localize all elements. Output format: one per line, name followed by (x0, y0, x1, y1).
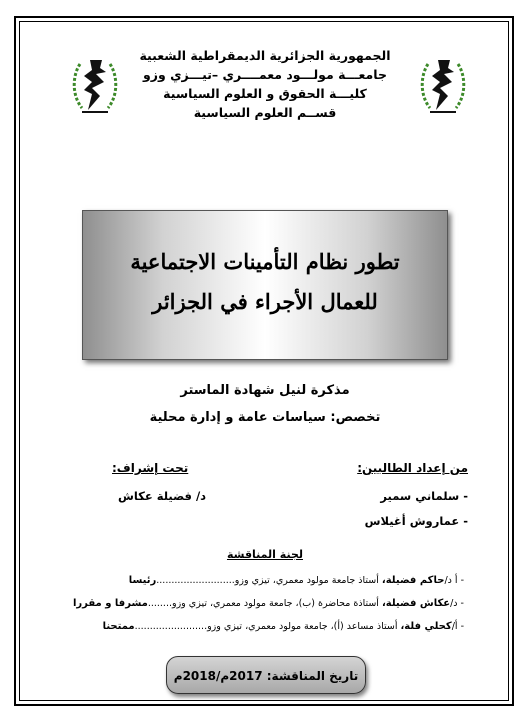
member-detail: أستاذة محاضرة (ب)، جامعة مولود معمري، تيزي وزو (172, 598, 382, 609)
student-name: - سلماني سمير (380, 489, 468, 503)
university-name: جامعـــة مولـــود معمــــري –تيـــزي وزو (143, 67, 387, 82)
thesis-title-line-2: للعمال الأجراء في الجزائر (152, 289, 378, 314)
committee-member (44, 575, 464, 586)
supervisor-heading: تحت إشراف: (112, 461, 189, 475)
thesis-title-box (82, 210, 448, 360)
department-name: قســم العلوم السياسية (193, 105, 337, 120)
country-name: الجمهورية الجزائرية الديمقراطية الشعبية (139, 48, 391, 63)
students-heading: من إعداد الطالبين: (357, 461, 468, 475)
defense-date-box: تاريخ المناقشة: 2017م/2018م (166, 656, 366, 694)
thesis-title-line-1: تطور نظام التأمينات الاجتماعية (130, 249, 400, 274)
member-detail: أستاذ مساعد (أ)، جامعة مولود معمري، تيزي وزو (207, 621, 401, 632)
member-prefix: - أ/ (451, 621, 464, 632)
member-prefix: - أ د/ (444, 575, 464, 586)
committee-member (44, 621, 464, 632)
member-dots: ........................ (134, 621, 208, 632)
student-name: - عماروش أغيلاس (364, 514, 468, 528)
member-role: رئيسا (128, 575, 157, 586)
member-detail: أستاذ جامعة مولود معمري، تيزي وزو (234, 575, 382, 586)
committee-member (44, 598, 464, 609)
member-dots: .......................... (156, 575, 235, 586)
member-name: حاكم فضيلة، (381, 575, 445, 586)
member-name: عكاش فضيلة، (381, 598, 451, 609)
institution-header (100, 46, 430, 122)
member-dots: ........ (147, 598, 172, 609)
supervisor-name: د/ فضيلة عكاش (118, 489, 207, 503)
member-role: ممتحنا (102, 621, 135, 632)
committee-heading: لجنة المناقشة (226, 548, 303, 561)
specialty-label: تخصص: سياسات عامة و إدارة محلية (149, 410, 381, 425)
degree-label: مذكرة لنيل شهادة الماستر (180, 383, 350, 398)
member-role: مشرفا و مقررا (72, 598, 148, 609)
member-prefix: - د/ (450, 598, 464, 609)
faculty-name: كليـــة الحقوق و العلوم السياسية (163, 86, 367, 101)
member-name: كحلي فلة، (400, 621, 452, 632)
